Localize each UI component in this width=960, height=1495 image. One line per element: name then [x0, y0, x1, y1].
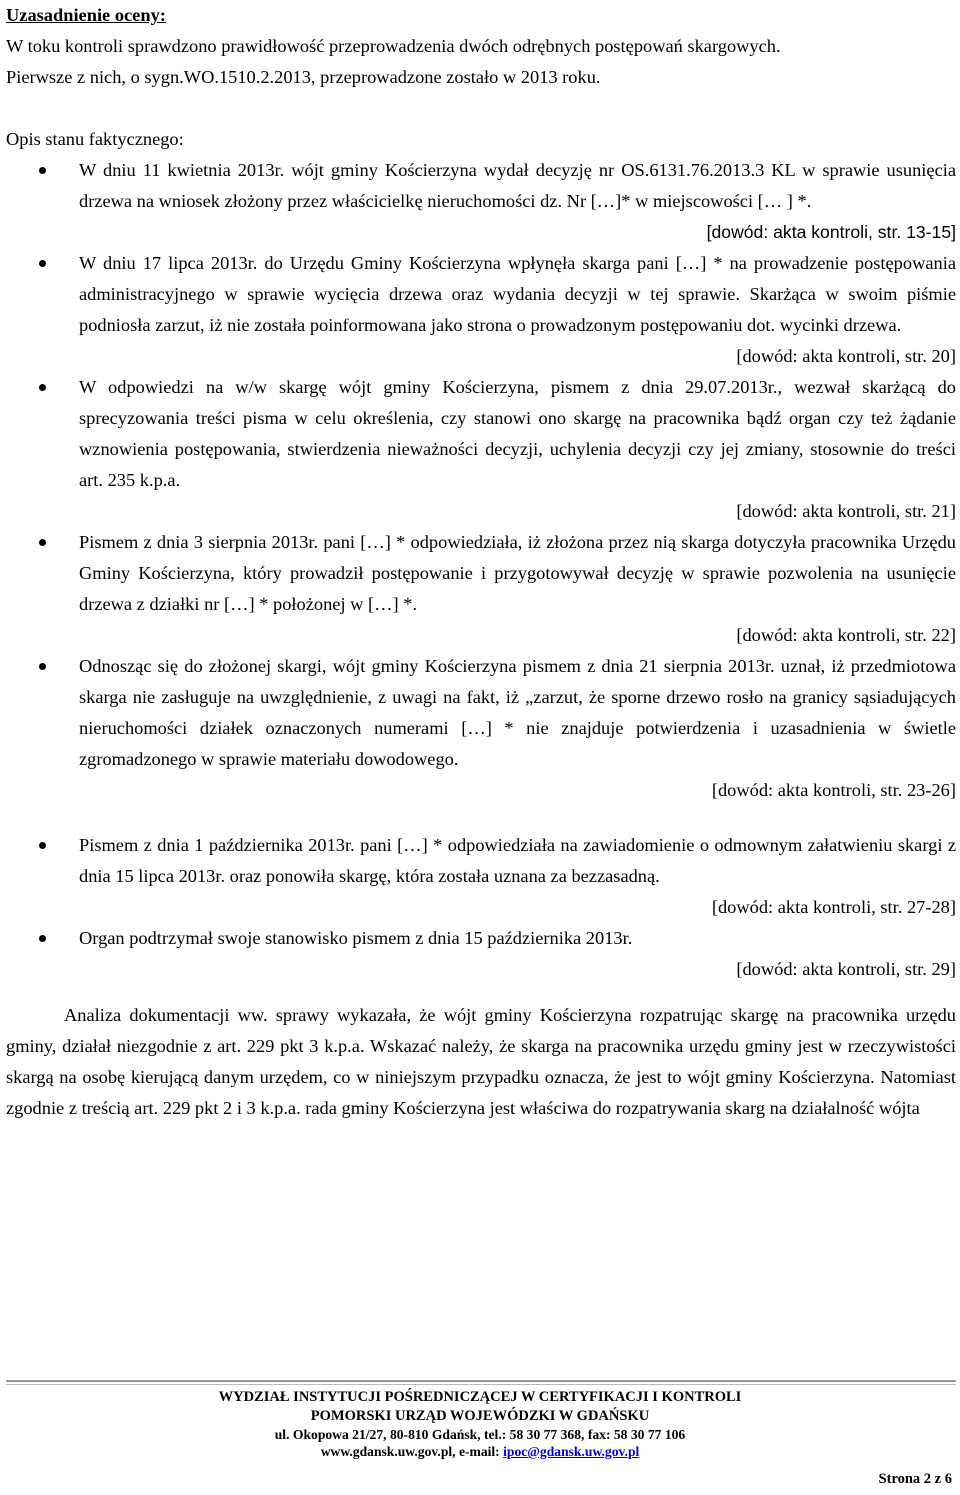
item-text: Odnosząc się do złożonej skargi, wójt gminy Kościerzyna pismem z dnia 21 sierpnia 2013r. uznał, iż przedmiotowa skarga nie zasługuje na uwzględnienie, z uwagi na fakt, iż „zarzut, że sporne drzewo rosło na granicy sąsiadujących nieruchomości działek oznaczonych numerami […] * nie znajduje potwierdzenia i uzasadnienia w świetle zgromadzonego w sprawie materiału dowodowego.: [79, 656, 956, 769]
item-text: Organ podtrzymał swoje stanowisko pismem z dnia 15 października 2013r.: [79, 928, 633, 948]
list-item: [6, 527, 956, 651]
item-text: W dniu 17 lipca 2013r. do Urzędu Gminy Kościerzyna wpłynęła skarga pani […] * na prowadzenie postępowania administracyjnego w sprawie wycięcia drzewa oraz wydania decyzji w tej sprawie. Skarżąca w swoim piśmie podniosła zarzut, iż nie została poinformowana jako strona o prowadzonym postępowaniu dot. wycinki drzewa.: [79, 253, 956, 335]
list-gap: [6, 806, 956, 830]
facts-list: [6, 155, 956, 985]
item-text: W odpowiedzi na w/w skargę wójt gminy Kościerzyna, pismem z dnia 29.07.2013r., wezwał skarżącą do sprecyzowania treści pisma w celu określenia, czy stanowi ono skargę na pracownika bądź organ czy też żądanie wznowienia postępowania, stwierdzenia nieważności decyzji, uchylenia decyzji czy jej zmiany, stosownie do treści art. 235 k.p.a.: [79, 377, 956, 490]
item-text: Pismem z dnia 3 sierpnia 2013r. pani […] * odpowiedziała, iż złożona przez nią skarga dotyczyła pracownika Urzędu Gminy Kościerzyna, który prowadził postępowanie i przygotowywał decyzję w sprawie pozwolenia na usunięcie drzewa z działki nr […] * położonej w […] *.: [79, 532, 956, 614]
evidence-note: [dowód: akta kontroli, str. 27-28]: [711, 897, 956, 917]
evidence-note: [dowód: akta kontroli, str. 21]: [736, 501, 956, 521]
evidence-note: [dowód: akta kontroli, str. 13-15]: [706, 222, 956, 242]
bullet-icon: [39, 260, 46, 267]
list-item: [6, 372, 956, 527]
first-case-paragraph: Pierwsze z nich, o sygn.WO.1510.2.2013, przeprowadzone zostało w 2013 roku.: [6, 67, 601, 87]
bullet-icon: [39, 384, 46, 391]
list-item: [6, 923, 956, 985]
section-heading: Uzasadnienie oceny:: [6, 5, 166, 25]
bullet-icon: [39, 539, 46, 546]
facts-label: Opis stanu faktycznego:: [6, 129, 184, 149]
evidence-note: [dowód: akta kontroli, str. 22]: [736, 625, 956, 645]
analysis-paragraph: Analiza dokumentacji ww. sprawy wykazała, że wójt gminy Kościerzyna rozpatrując skargę na pracownika urzędu gminy, działał niezgodnie z art. 229 pkt 3 k.p.a. Wskazać należy, że skarga na pracownika urzędu gminy jest w rzeczywistości skargą na osobę kierującą danym urzędem, co w niniejszym przypadku oznacza, że jest to wójt gminy Kościerzyna. Natomiast zgodnie z treścią art. 229 pkt 2 i 3 k.p.a. rada gminy Kościerzyna jest właściwa do rozpatrywania skarg na działalność wójta: [6, 1005, 956, 1118]
bullet-icon: [39, 663, 46, 670]
footer-office: POMORSKI URZĄD WOJEWÓDZKI W GDAŃSKU: [310, 1408, 650, 1424]
list-item: [6, 651, 956, 806]
bullet-icon: [39, 842, 46, 849]
intro-paragraph: W toku kontroli sprawdzono prawidłowość przeprowadzenia dwóch odrębnych postępowań skargowych.: [6, 36, 781, 56]
footer-department: WYDZIAŁ INSTYTUCJI POŚREDNICZĄCEJ W CERTYFIKACJI I KONTROLI: [218, 1389, 742, 1405]
list-item: [6, 155, 956, 248]
document-page: [6, 0, 956, 1124]
bullet-icon: [39, 935, 46, 942]
footer-text: [0, 1388, 960, 1460]
footer-address: ul. Okopowa 21/27, 80-810 Gdańsk, tel.: 58 30 77 368, fax: 58 30 77 106: [274, 1427, 686, 1442]
page-number: Strona 2 z 6: [878, 1471, 952, 1487]
evidence-note: [dowód: akta kontroli, str. 29]: [736, 959, 956, 979]
item-text: Pismem z dnia 1 października 2013r. pani […] * odpowiedziała na zawiadomienie o odmownym załatwieniu skargi z dnia 15 lipca 2013r. oraz ponowiła skargę, która została uznana za bezzasadną.: [79, 835, 956, 886]
footer-divider: [6, 1380, 956, 1382]
footer-website: www.gdansk.uw.gov.pl, e-mail:: [320, 1444, 504, 1459]
email-link[interactable]: ipoc@gdansk.uw.gov.pl: [503, 1444, 640, 1459]
list-item: [6, 248, 956, 372]
bullet-icon: [39, 167, 46, 174]
list-item: [6, 830, 956, 923]
item-text: W dniu 11 kwietnia 2013r. wójt gminy Kościerzyna wydał decyzję nr OS.6131.76.2013.3 KL w sprawie usunięcia drzewa na wniosek złożony przez właścicielkę nieruchomości dz. Nr […]* w miejscowości [… ] *.: [79, 160, 956, 211]
evidence-note: [dowód: akta kontroli, str. 20]: [736, 346, 956, 366]
footer-contact: [0, 1443, 960, 1460]
evidence-note: [dowód: akta kontroli, str. 23-26]: [711, 780, 956, 800]
footer-divider-secondary: [6, 1384, 956, 1385]
